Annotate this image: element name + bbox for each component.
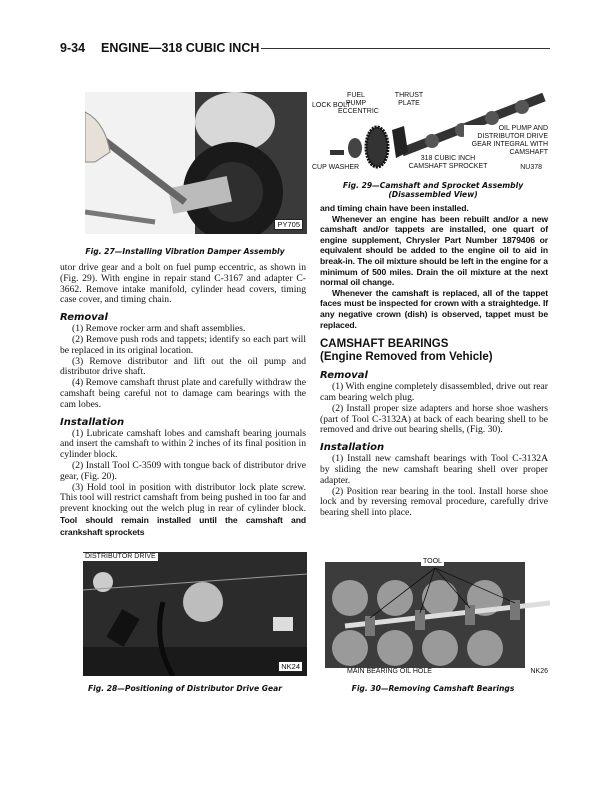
fig28-photo bbox=[83, 552, 307, 676]
section-title: CAMSHAFT BEARINGS bbox=[320, 338, 449, 351]
fig29-label-cup-washer: CUP WASHER bbox=[312, 164, 360, 171]
installation-step bbox=[60, 483, 306, 539]
fig29-caption-subtitle: (Disassembled View) bbox=[388, 190, 478, 199]
installation-step: (1) Lubricate camshaft lobes and camshaft bearing journals and insert the camshaft to within 2 inches of its final position in cylinder block. bbox=[60, 427, 306, 461]
fig30-photo bbox=[325, 558, 550, 678]
fig29-label-thrust-plate: THRUST PLATE bbox=[394, 92, 424, 107]
fig29-caption-title: Fig. 29—Camshaft and Sprocket Assembly bbox=[342, 181, 524, 190]
installation-step: (2) Install Tool C-3509 with tongue back of distributor drive gear, (Fig. 20). bbox=[60, 459, 306, 482]
bearing-installation-step: (2) Position rear bearing in the tool. Install horse shoe lock and by reversing removal procedure, carefully drive bearing shell into place. bbox=[320, 485, 548, 519]
bearing-removal-heading: Removal bbox=[320, 370, 368, 382]
removal-step: (2) Remove push rods and tappets; identify so each part will be replaced in its original location. bbox=[60, 333, 306, 356]
vibration-damper-illustration bbox=[85, 92, 307, 234]
fig29-code: NU378 bbox=[520, 164, 542, 171]
chapter-title: ENGINE—318 CUBIC INCH bbox=[101, 41, 260, 55]
intro-paragraph: utor drive gear and a bolt on fuel pump eccentric, as shown in (Fig. 29). With engine in repair stand C-3167 and adapter C-3662. Remove intake manifold, cylinder head covers, timing case cover, and timing chain. bbox=[60, 262, 306, 306]
fig28-caption: Fig. 28—Positioning of Distributor Drive Gear bbox=[87, 684, 283, 693]
bearing-removal-step: (1) With engine completely disassembled, drive out rear cam bearing welch plug. bbox=[320, 381, 548, 403]
fig29-label-oil-pump: OIL PUMP AND DISTRIBUTOR DRIVE GEAR INTEGRAL WITH CAMSHAFT bbox=[464, 125, 550, 157]
fig30-label-oil-hole: MAIN BEARING OIL HOLE bbox=[347, 668, 432, 675]
page-number: 9-34 bbox=[60, 41, 86, 55]
fig30-code: NK26 bbox=[530, 668, 548, 675]
removal-step: (4) Remove camshaft thrust plate and carefully withdraw the camshaft being careful not to damage cam bearings with the cam lobes. bbox=[60, 377, 306, 410]
right-column bbox=[320, 203, 548, 519]
section-subtitle: (Engine Removed from Vehicle) bbox=[320, 351, 493, 364]
removal-step: (1) Remove rocker arm and shaft assemblies. bbox=[72, 323, 246, 335]
fig30-label-tool: TOOL bbox=[423, 558, 442, 565]
fig27-code: PY705 bbox=[274, 219, 303, 230]
header-rule bbox=[261, 48, 550, 49]
page-header bbox=[60, 40, 550, 56]
removal-step: (3) Remove distributor and lift out the oil pump and distributor drive shaft. bbox=[60, 355, 306, 378]
fig28-code: NK24 bbox=[278, 661, 303, 672]
bearing-installation-heading: Installation bbox=[320, 442, 385, 454]
installation-heading: Installation bbox=[60, 416, 125, 428]
bearing-removal-step: (2) Install proper size adapters and horse shoe washers (part of Tool C-3132A) at back of each bearing shell to be removed and drive out bearing shells, (Fig. 30). bbox=[320, 402, 548, 436]
left-column bbox=[60, 263, 306, 539]
camshaft-bearings-illustration bbox=[325, 558, 550, 678]
distributor-drive-illustration bbox=[83, 552, 307, 676]
fig27-photo bbox=[85, 92, 307, 234]
fig28-label-distributor-drive: DISTRIBUTOR DRIVE bbox=[85, 553, 156, 560]
fig29-label-fuel-pump-eccentric: FUEL PUMP ECCENTRIC bbox=[338, 92, 379, 115]
fig29-label-lock-bolt: LOCK BOLT bbox=[312, 102, 351, 109]
fig29-label-sprocket: 318 CUBIC INCH CAMSHAFT SPROCKET bbox=[408, 155, 488, 170]
bearing-installation-step: (1) Install new camshaft bearings with Tool C-3132A by sliding the new camshaft bearing shell over proper adapter. bbox=[320, 453, 548, 486]
fig30-caption: Fig. 30—Removing Camshaft Bearings bbox=[351, 684, 515, 693]
fig29-diagram bbox=[312, 92, 550, 174]
tappet-paragraph: Whenever the camshaft is replaced, all of the tappet faces must be inspected for crown with a straightedge. If any negative crown (dish) is observed, tappet must be replaced. bbox=[320, 287, 548, 330]
fig27-caption: Fig. 27—Installing Vibration Damper Assembly bbox=[85, 247, 285, 256]
installation-step-text: (3) Hold tool in position with distributor lock plate screw. This tool will restrict camshaft from being pushed in too far and prevent knocking out the welch plug in rear of cylinder block. bbox=[60, 481, 306, 515]
continuation-text: and timing chain have been installed. bbox=[320, 203, 469, 213]
installation-warning: Tool should remain installed until the camshaft and crankshaft sprockets bbox=[60, 514, 306, 537]
removal-heading: Removal bbox=[60, 312, 108, 324]
right-bold-block bbox=[320, 203, 548, 330]
fig29-caption bbox=[318, 181, 548, 199]
supplement-paragraph: Whenever an engine has been rebuilt and/or a new camshaft and/or tappets are installed, one quart of engine supplement, Chrysler Part Number 1879406 or equivalent should be added to the engine oil to aid in break-in. The oil mixture should be left in the engine for a minimum of 500 miles. Drain the oil mixture at the next normal oil change. bbox=[320, 213, 548, 288]
